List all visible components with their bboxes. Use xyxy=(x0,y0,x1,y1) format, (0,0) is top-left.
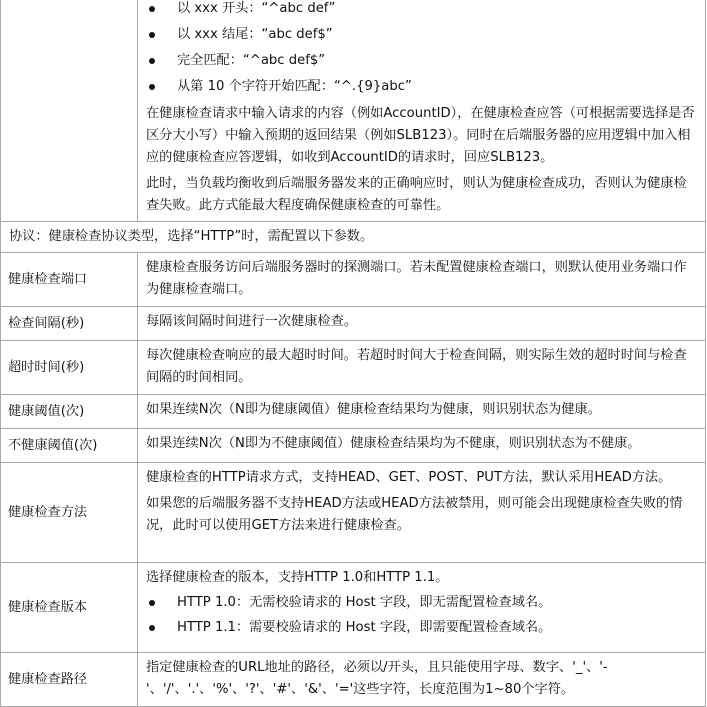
version-list xyxy=(146,593,697,638)
table-row xyxy=(1,307,706,341)
param-label: 健康检查路径 xyxy=(1,653,138,707)
param-description: 指定健康检查的URL地址的路径，必须以/开头，且只能使用字母、数字、'_'、'-'、'/'、'.'、'%'、'?'、'#'、'&'、'='这些字符，长度范围为1~80个字符。 xyxy=(138,653,706,707)
param-description: 如果连续N次（N即为健康阈值）健康检查结果均为健康，则识别状态为健康。 xyxy=(138,395,706,429)
paragraph: 在健康检查请求中输入请求的内容（例如AccountID），在健康检查应答（可根据需要选择是否区分大小写）中输入预期的返回结果（例如SLB123）。同时在后端服务器的应用逻辑中加入相应的健康检查应答逻辑，如收到AccountID的请求时，回应SLB123。 xyxy=(146,106,695,165)
param-description: 每次健康检查响应的最大超时时间。若超时时间大于检查间隔，则实际生效的超时时间与检查间隔的时间相同。 xyxy=(138,341,706,395)
table-row xyxy=(1,253,706,307)
param-description xyxy=(138,463,706,563)
param-description: 如果连续N次（N即为不健康阈值）健康检查结果均为不健康，则识别状态为不健康。 xyxy=(138,429,706,463)
table-row xyxy=(1,0,706,222)
table-row xyxy=(1,341,706,395)
param-label: 健康检查方法 xyxy=(1,463,138,563)
list-item: 以 xxx 开头：“^abc def” xyxy=(146,0,697,19)
param-label: 检查间隔(秒) xyxy=(1,307,138,341)
table-row xyxy=(1,395,706,429)
param-label: 健康检查端口 xyxy=(1,253,138,307)
param-description: 每隔该间隔时间进行一次健康检查。 xyxy=(138,307,706,341)
param-description: 健康检查服务访问后端服务器时的探测端口。若未配置健康检查端口，则默认使用业务端口作为健康检查端口。 xyxy=(138,253,706,307)
paragraph: 健康检查的HTTP请求方式，支持HEAD、GET、POST、PUT方法，默认采用HEAD方法。 xyxy=(146,470,672,485)
table-row xyxy=(1,653,706,707)
paragraph: 选择健康检查的版本，支持HTTP 1.0和HTTP 1.1。 xyxy=(146,570,449,585)
list-item: HTTP 1.1：需要校验请求的 Host 字段，即需要配置检查域名。 xyxy=(146,618,697,638)
paragraph: 如果您的后端服务器不支持HEAD方法或HEAD方法被禁用，则可能会出现健康检查失败的情况，此时可以使用GET方法来进行健康检查。 xyxy=(146,496,683,533)
empty-label-cell xyxy=(1,0,138,222)
paragraph: 此时，当负载均衡收到后端服务器发来的正确响应时，则认为健康检查成功，否则认为健康检查失败。此方式能最大程度确保健康检查的可靠性。 xyxy=(146,176,687,213)
protocol-note: 协议：健康检查协议类型，选择“HTTP”时，需配置以下参数。 xyxy=(1,222,706,253)
param-description xyxy=(138,563,706,653)
table-row xyxy=(1,463,706,563)
param-label: 不健康阈值(次) xyxy=(1,429,138,463)
regex-description-cell xyxy=(138,0,706,222)
regex-example-list xyxy=(146,0,697,97)
list-item: HTTP 1.0：无需校验请求的 Host 字段，即无需配置检查域名。 xyxy=(146,593,697,613)
table-row xyxy=(1,563,706,653)
table-row xyxy=(1,222,706,253)
list-item: 完全匹配：“^abc def$” xyxy=(146,51,697,71)
param-label: 超时时间(秒) xyxy=(1,341,138,395)
param-label: 健康检查版本 xyxy=(1,563,138,653)
table-row xyxy=(1,429,706,463)
list-item: 以 xxx 结尾：“abc def$” xyxy=(146,25,697,45)
list-item: 从第 10 个字符开始匹配：“^.{9}abc” xyxy=(146,77,697,97)
param-label: 健康阈值(次) xyxy=(1,395,138,429)
